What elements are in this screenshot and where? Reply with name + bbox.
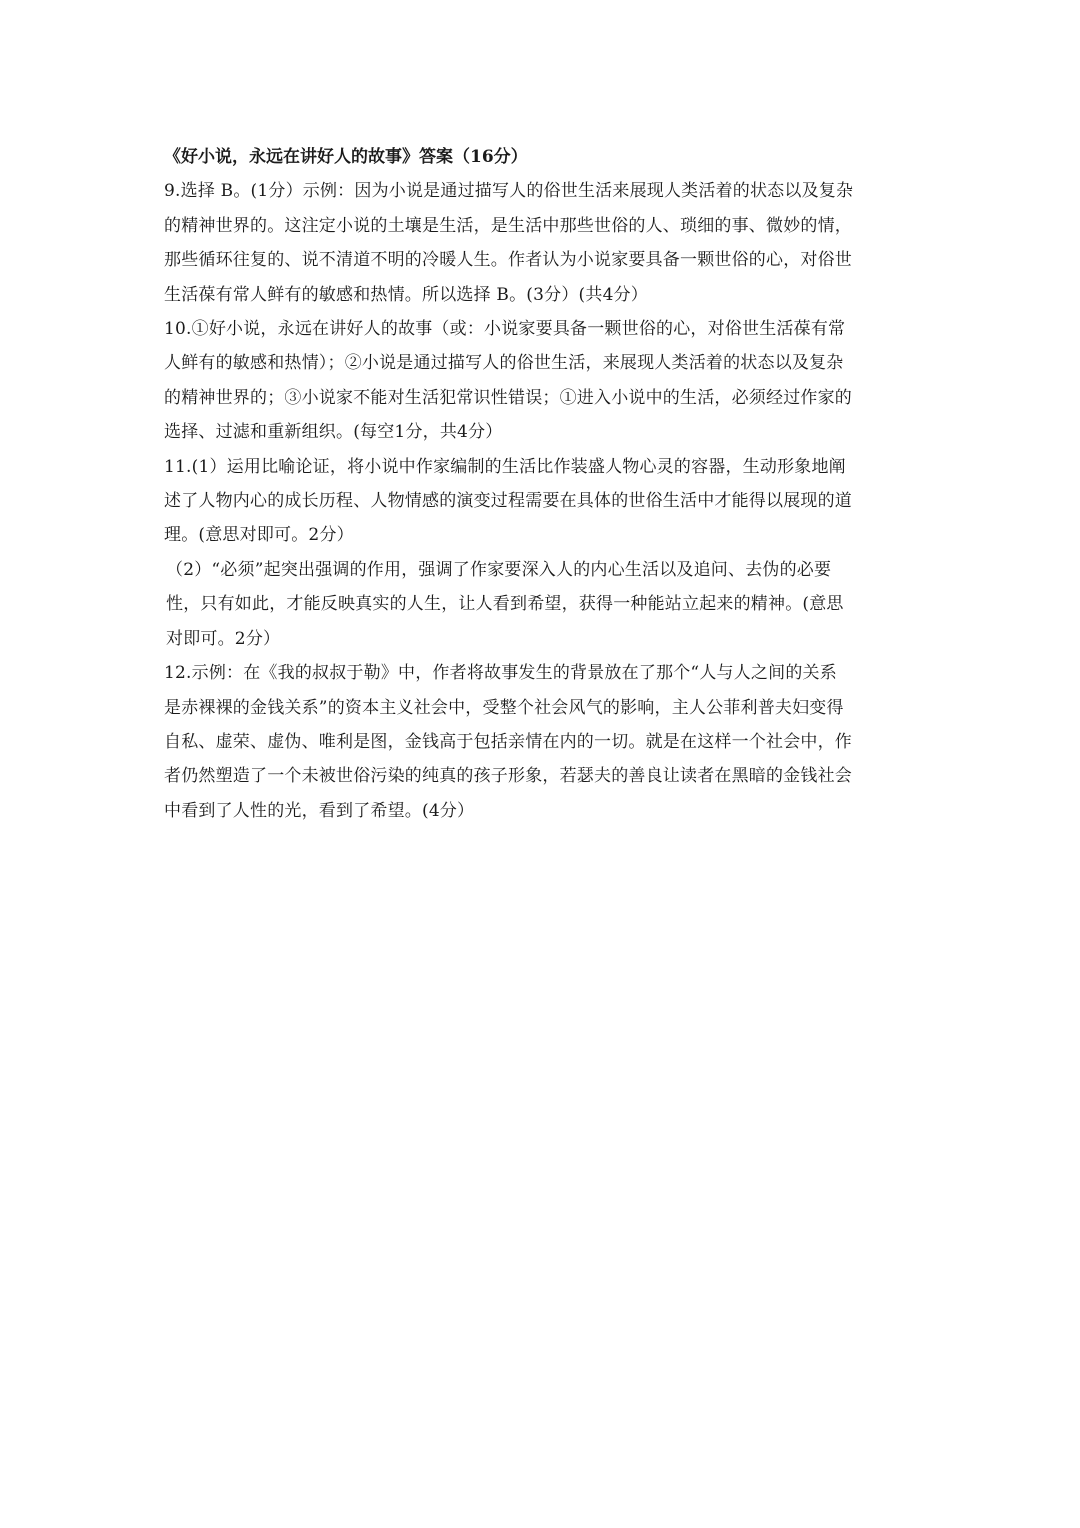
answer-q10 xyxy=(164,312,924,450)
answer-line: 的精神世界的。这注定小说的土壤是生活，是生活中那些世俗的人、琐细的事、微妙的情， xyxy=(164,215,852,236)
answer-line: 选择、过滤和重新组织。(每空1分，共4分） xyxy=(164,422,503,443)
document-title: 《好小说，永远在讲好人的故事》答案（16分） xyxy=(164,147,528,167)
answer-line: 是赤裸裸的金钱关系”的资本主义社会中，受整个社会风气的影响，主人公菲利普夫妇变得 xyxy=(164,697,844,718)
answer-line: （2）“必须”起突出强调的作用，强调了作家要深入人的内心生活以及追问、去伪的必要 xyxy=(166,559,832,580)
answer-line: 者仍然塑造了一个未被世俗污染的纯真的孩子形象，若瑟夫的善良让读者在黑暗的金钱社会 xyxy=(164,766,852,787)
answer-line: 自私、虚荣、虚伪、唯利是图，金钱高于包括亲情在内的一切。就是在这样一个社会中，作 xyxy=(164,731,852,752)
answer-line: 9.选择 B。(1分）示例：因为小说是通过描写人的俗世生活来展现人类活着的状态以及复杂 xyxy=(164,181,854,202)
answer-line: 的精神世界的；③小说家不能对生活犯常识性错误；①进入小说中的生活，必须经过作家的 xyxy=(164,387,852,408)
answer-line: 生活葆有常人鲜有的敏感和热情。所以选择 B。(3分）(共4分） xyxy=(164,284,648,305)
answer-q11-part1 xyxy=(164,450,924,553)
answer-q9 xyxy=(164,174,924,312)
answer-sheet xyxy=(164,140,924,828)
answer-line: 述了人物内心的成长历程、人物情感的演变过程需要在具体的世俗生活中才能得以展现的道 xyxy=(164,491,852,512)
answer-line: 10.①好小说，永远在讲好人的故事（或：小说家要具备一颗世俗的心，对俗世生活葆有常 xyxy=(164,319,846,340)
answer-line: 12.示例：在《我的叔叔于勒》中，作者将故事发生的背景放在了那个“人与人之间的关系 xyxy=(164,663,837,684)
answer-line: 性，只有如此，才能反映真实的人生，让人看到希望，获得一种能站立起来的精神。(意思 xyxy=(166,594,844,615)
answer-line: 对即可。2分） xyxy=(166,628,281,649)
answer-q11-part2 xyxy=(164,553,924,656)
answer-line: 人鲜有的敏感和热情）；②小说是通过描写人的俗世生活，来展现人类活着的状态以及复杂 xyxy=(164,353,844,374)
answer-q12 xyxy=(164,656,924,828)
answer-line: 中看到了人性的光，看到了希望。(4分） xyxy=(164,800,475,821)
answer-line: 那些循环往复的、说不清道不明的冷暖人生。作者认为小说家要具备一颗世俗的心，对俗世 xyxy=(164,250,852,271)
answer-line: 11.(1）运用比喻论证，将小说中作家编制的生活比作装盛人物心灵的容器，生动形象地阐 xyxy=(164,456,846,477)
answer-line: 理。(意思对即可。2分） xyxy=(164,525,354,546)
